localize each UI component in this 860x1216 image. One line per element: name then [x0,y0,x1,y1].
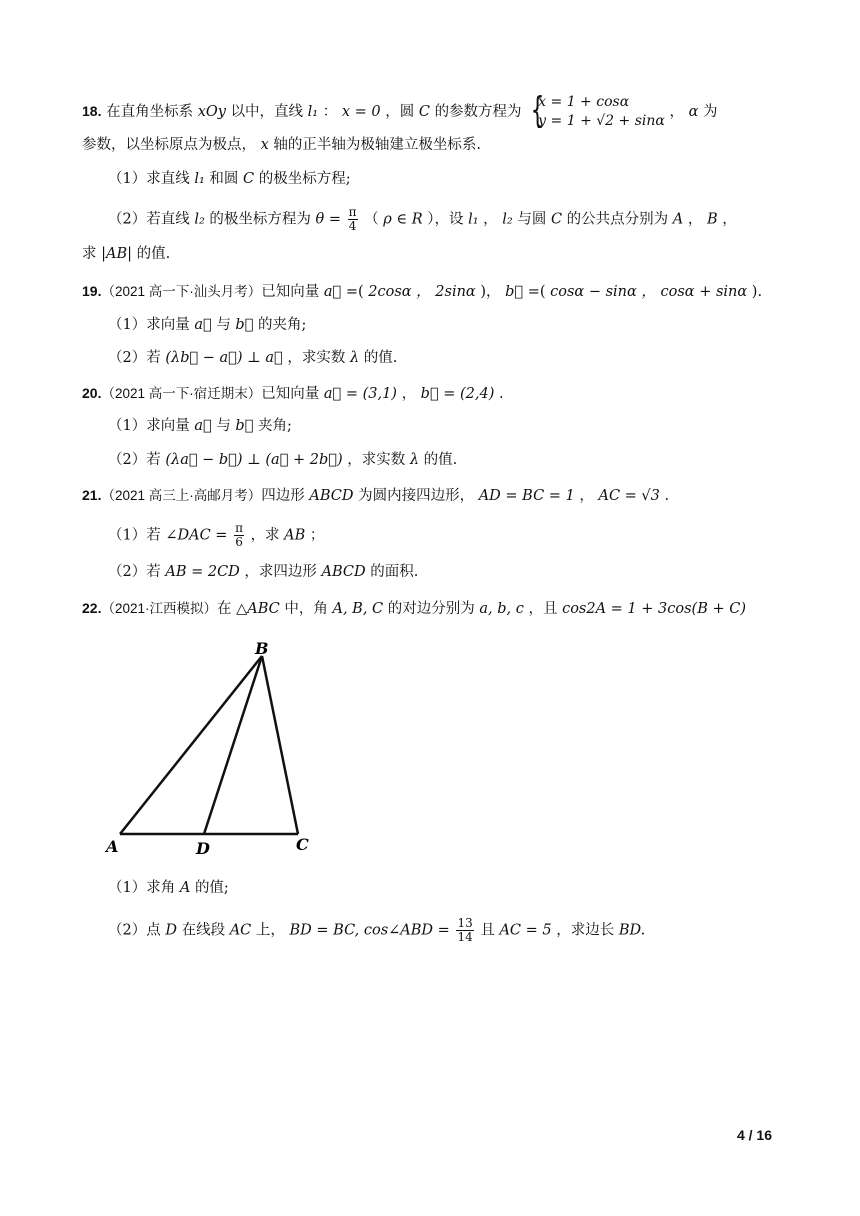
text: ； [309,527,325,544]
text: ，圆 [385,104,415,120]
fraction: $\frac{\pi}{4}$ [348,205,357,233]
text: ，求 [250,527,280,544]
text: 在 [217,601,232,617]
question-number: 22. [82,600,102,616]
math: AC = √3 [598,488,660,504]
triangle-figure [100,632,330,862]
q18-part2 [108,206,737,233]
math: △ABC [236,601,280,617]
q21-part1 [108,522,324,549]
label-C: C [296,835,309,854]
math: a⃗ [194,317,212,333]
equation-system: { x = 1 + cosα y = 1 + √2 + sinα [530,90,665,131]
text: （1）求向量 [108,418,190,434]
math: A, B, C [332,601,384,617]
text: . [664,488,670,504]
text: （1）求直线 [108,171,190,187]
math: ABCD [309,488,354,504]
math: b⃗ [235,317,254,333]
math: BD = BC, cos∠ABD = [289,922,450,939]
math: C [243,171,255,187]
math: ρ ∈ R [383,211,423,228]
text: ， [579,488,594,504]
q19-part1 [108,314,306,336]
math: |AB| [101,246,133,262]
text: 的值. [363,350,398,366]
math: b⃗ [235,418,254,434]
question-source: （2021 高一下·宿迁期末） [101,386,262,401]
text: =( [527,284,546,300]
text: （ [364,211,379,228]
text: 的公共点分别为 [566,211,669,228]
text: =( [345,284,364,300]
text: （2）若 [108,452,161,468]
label-B: B [255,639,269,658]
question-number: 18. [82,103,102,119]
math: C [550,211,563,228]
math: D [165,922,177,939]
q18-part2-cont [82,243,170,265]
math: l₂ [502,211,513,228]
text: （2）若 [108,350,161,366]
q22-part1 [108,877,229,899]
text: ). [751,284,763,300]
text: 在线段 [181,922,226,939]
math: AD = BC = 1 [478,488,575,504]
text: ，求实数 [347,452,406,468]
text: 求 [82,246,97,262]
math: ∠DAC = [165,527,228,544]
math: b⃗ [505,284,524,300]
label-A: A [106,837,119,856]
q20-part2 [108,449,457,471]
math: (λa⃗ − b⃗) ⊥ (a⃗ + 2b⃗) [165,452,343,468]
math: xOy [197,104,226,120]
label-D: D [196,839,210,858]
math: a⃗ = (3,1) [323,386,397,402]
text: ， [669,104,684,120]
q22-part2 [108,917,645,944]
math: A [672,211,684,228]
text: ， [687,211,703,228]
math: B [706,211,718,228]
math: l₁ [468,211,479,228]
q18-line2 [82,134,481,156]
text: ，求四边形 [244,564,317,580]
text: 夹角; [258,418,292,434]
text: 的参数方程为 [434,104,522,120]
question-number: 21. [82,487,102,503]
text: 参数，以坐标原点为极点， [82,137,256,153]
math: C [418,104,430,120]
math: ABCD [321,564,366,580]
q18-line1 [82,90,718,131]
text: 的夹角; [258,317,307,333]
fraction: $\frac{\pi}{6}$ [235,521,243,549]
page-number: 4 / 16 [736,1127,772,1143]
text: 和圆 [209,171,239,187]
text: . [499,386,504,402]
math: l₂ [194,211,205,228]
text: ： [322,104,338,120]
math: cosα − sinα ， cosα + sinα [550,284,748,300]
math: A [179,880,191,896]
equation-row: x = 1 + cosα [538,94,630,110]
question-number: 19. [82,283,102,299]
text: 上， [255,922,285,939]
text: （2）若 [108,564,161,580]
text: ， [722,211,737,228]
fraction: $\frac{13}{14}$ [457,916,473,944]
text: （2）点 [108,922,161,939]
q21-line1 [82,484,669,507]
text: ，求边长 [556,922,615,939]
text: ，且 [528,601,558,617]
text: 在直角坐标系 [106,104,194,120]
q19-line1 [82,280,762,303]
text: ， [483,211,498,228]
text: ），设 [427,211,464,228]
math: a⃗ [194,418,212,434]
math: l₁ [307,104,319,120]
math: l₁ [194,171,205,187]
equation-row: y = 1 + √2 + sinα [538,113,665,129]
question-source: （2021·江西模拟） [101,601,217,616]
math: BD. [618,922,646,939]
math: cos2A = 1 + 3cos(B + C) [562,601,746,617]
question-source: （2021 高三上·高邮月考） [101,488,262,503]
question-number: 20. [82,385,102,401]
text: 的极坐标方程为 [209,211,311,228]
math: x [260,137,269,153]
question-source: （2021 高一下·汕头月考） [101,284,262,299]
q20-line1 [82,382,504,405]
text: ， [401,386,417,402]
math: λ [349,350,360,366]
q19-part2 [108,347,397,369]
q21-part2 [108,561,418,583]
text: 轴的正半轴为极轴建立极坐标系. [273,137,482,153]
text: 为圆内接四边形， [358,488,475,504]
math: a, b, c [479,601,524,617]
text: （1）求向量 [108,317,190,333]
math: AB = 2CD [165,564,240,580]
q18-part1 [108,168,351,190]
text: 的对边分别为 [387,601,475,617]
text: 的值. [423,452,458,468]
text: 四边形 [261,488,305,504]
text: 与 [216,317,231,333]
text: （1）求角 [108,880,176,896]
text: 已知向量 [261,386,320,402]
side-BC [262,656,298,834]
math: α [688,104,699,120]
math: x = 0 [341,104,381,120]
text: ，求实数 [287,350,346,366]
math: b⃗ = (2,4) [420,386,495,402]
math: AB [284,527,306,544]
math: λ [409,452,420,468]
text: 与 [216,418,231,434]
text: 已知向量 [261,284,320,300]
math: AC = 5 [499,922,552,939]
text: 的极坐标方程; [258,171,351,187]
text: 以中，直线 [230,104,304,120]
text: 的面积. [370,564,419,580]
text: （2）若直线 [108,211,190,228]
math: a⃗ [323,284,342,300]
text: 且 [480,922,495,939]
text: 的值; [194,880,229,896]
math: 2cosα ， 2sinα [368,284,476,300]
text: 与圆 [517,211,547,228]
q22-line1 [82,597,746,620]
q20-part1 [108,415,292,437]
segment-BD [204,656,262,834]
math: θ = [315,211,342,228]
text: 的值. [136,246,171,262]
text: 为 [702,104,718,120]
text: 中，角 [284,601,328,617]
text: （1）若 [108,527,161,544]
math: AC [229,922,252,939]
text: )， [480,284,501,300]
math: (λb⃗ − a⃗) ⊥ a⃗ [165,350,283,366]
side-AB [120,656,262,834]
